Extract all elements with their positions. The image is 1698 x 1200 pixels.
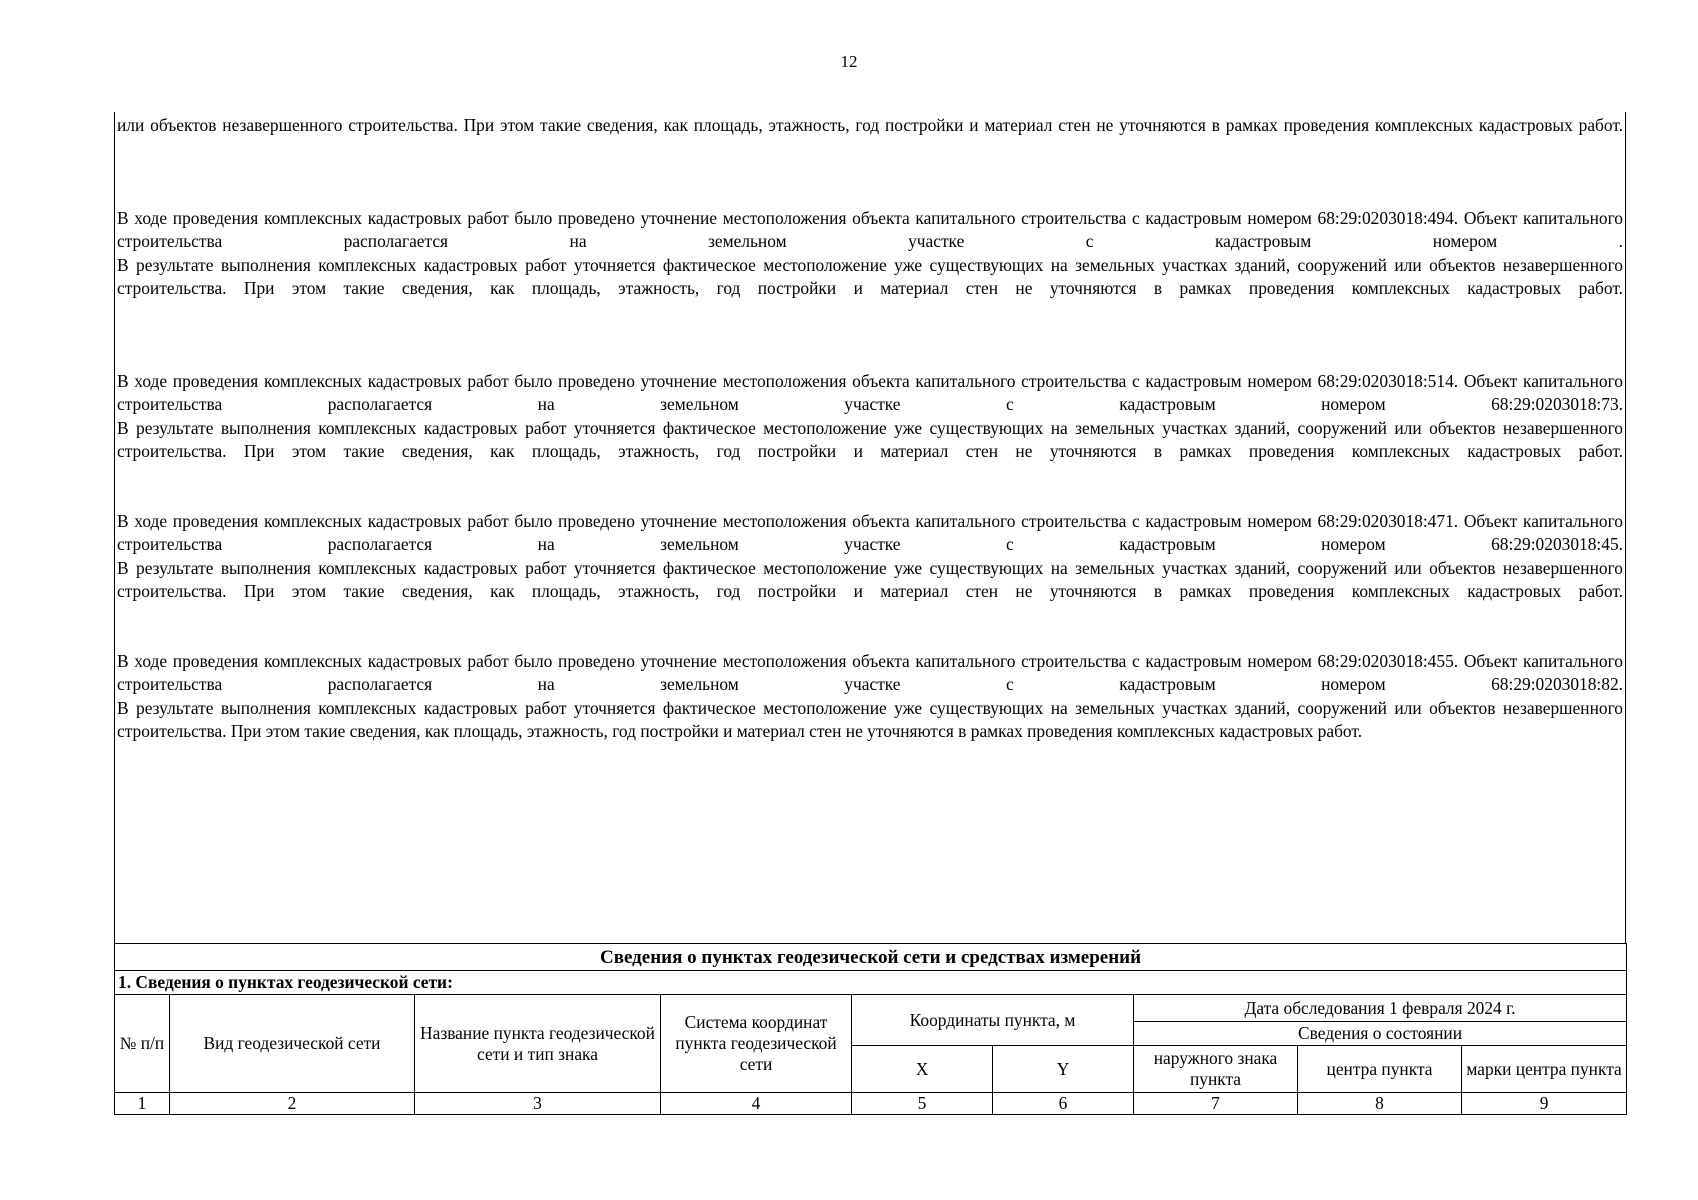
table-section-title: Сведения о пунктах геодезической сети и средствах измерений bbox=[115, 944, 1627, 971]
header-network-type: Вид геодезической сети bbox=[170, 995, 415, 1093]
header-y: Y bbox=[993, 1046, 1134, 1093]
column-number: 6 bbox=[993, 1093, 1134, 1115]
header-center: центра пункта bbox=[1298, 1046, 1462, 1093]
paragraph-4-part-2: В результате выполнения комплексных кадастровых работ уточняется фактическое местоположение уже существующих на земельных участках зданий, сооружений или объектов незавершенного строительства. При этом такие сведения, как площадь, этажность, год постройки и материал стен не уточняются в рамках проведения комплексных кадастровых работ. bbox=[117, 558, 1623, 602]
column-number: 4 bbox=[661, 1093, 852, 1115]
column-number: 7 bbox=[1134, 1093, 1298, 1115]
column-number: 2 bbox=[170, 1093, 415, 1115]
header-coordinates: Координаты пункта, м bbox=[852, 995, 1134, 1046]
geodetic-table bbox=[114, 943, 1627, 1115]
header-outer-sign: наружного знака пункта bbox=[1134, 1046, 1298, 1093]
column-number: 5 bbox=[852, 1093, 993, 1115]
paragraph-1: или объектов незавершенного строительства. При этом такие сведения, как площадь, этажность, год постройки и материал стен не уточняются в рамках проведения комплексных кадастровых работ. bbox=[117, 115, 1623, 135]
header-x: X bbox=[852, 1046, 993, 1093]
header-coord-system: Система координат пункта геодезической сети bbox=[661, 995, 852, 1093]
paragraph-2-part-1: В ходе проведения комплексных кадастровых работ было проведено уточнение местоположения объекта капитального строительства с кадастровым номером 68:29:0203018:494. Объект капитального строительства располагается на земельном участке с кадастровым номером . bbox=[117, 208, 1623, 252]
column-number: 1 bbox=[115, 1093, 170, 1115]
column-number: 9 bbox=[1462, 1093, 1627, 1115]
page-number: 12 bbox=[840, 52, 858, 71]
header-center-mark: марки центра пункта bbox=[1462, 1046, 1627, 1093]
table-subsection-title: 1. Сведения о пунктах геодезической сети: bbox=[115, 971, 1627, 995]
header-condition: Сведения о состоянии bbox=[1134, 1022, 1627, 1046]
header-point-name: Название пункта геодезической сети и тип знака bbox=[415, 995, 661, 1093]
column-number: 3 bbox=[415, 1093, 661, 1115]
header-survey-date: Дата обследования 1 февраля 2024 г. bbox=[1134, 995, 1627, 1022]
column-number-row bbox=[115, 1093, 1627, 1115]
paragraph-4-part-1: В ходе проведения комплексных кадастровых работ было проведено уточнение местоположения объекта капитального строительства с кадастровым номером 68:29:0203018:471. Объект капитального строительства располагается на земельном участке с кадастровым номером 68:29:0203018:45. bbox=[117, 511, 1623, 555]
paragraph-5-part-2: В результате выполнения комплексных кадастровых работ уточняется фактическое местоположение уже существующих на земельных участках зданий, сооружений или объектов незавершенного строительства. При этом такие сведения, как площадь, этажность, год постройки и материал стен не уточняются в рамках проведения комплексных кадастровых работ. bbox=[117, 698, 1623, 742]
paragraph-3-part-1: В ходе проведения комплексных кадастровых работ было проведено уточнение местоположения объекта капитального строительства с кадастровым номером 68:29:0203018:514. Объект капитального строительства располагается на земельном участке с кадастровым номером 68:29:0203018:73. bbox=[117, 371, 1623, 415]
paragraph-2-part-2: В результате выполнения комплексных кадастровых работ уточняется фактическое местоположение уже существующих на земельных участках зданий, сооружений или объектов незавершенного строительства. При этом такие сведения, как площадь, этажность, год постройки и материал стен не уточняются в рамках проведения комплексных кадастровых работ. bbox=[117, 255, 1623, 299]
paragraph-5-part-1: В ходе проведения комплексных кадастровых работ было проведено уточнение местоположения объекта капитального строительства с кадастровым номером 68:29:0203018:455. Объект капитального строительства располагается на земельном участке с кадастровым номером 68:29:0203018:82. bbox=[117, 651, 1623, 695]
header-num: № п/п bbox=[115, 995, 170, 1093]
column-number: 8 bbox=[1298, 1093, 1462, 1115]
paragraph-3-part-2: В результате выполнения комплексных кадастровых работ уточняется фактическое местоположение уже существующих на земельных участках зданий, сооружений или объектов незавершенного строительства. При этом такие сведения, как площадь, этажность, год постройки и материал стен не уточняются в рамках проведения комплексных кадастровых работ. bbox=[117, 418, 1623, 462]
geodetic-table-section bbox=[114, 943, 1626, 1115]
